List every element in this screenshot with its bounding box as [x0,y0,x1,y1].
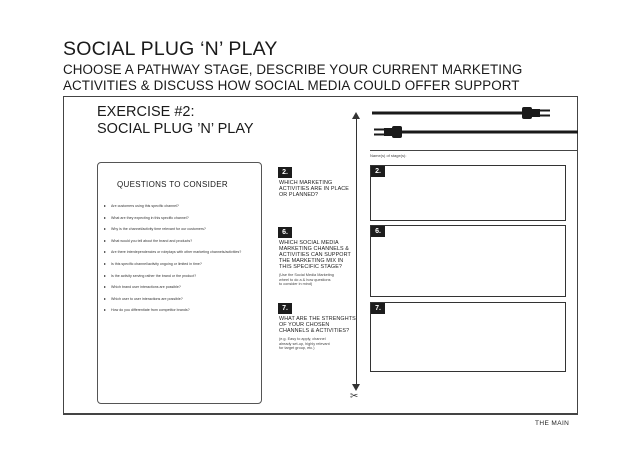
stage-6-question-line: WHICH SOCIAL MEDIA [279,240,339,246]
stage-7-number-badge: 7. [278,303,292,314]
subtitle-line-2: ACTIVITIES & DISCUSS HOW SOCIAL MEDIA COULD OFFER SUPPORT [63,78,520,93]
stage-2-question-line: WHICH MARKETING [279,180,333,186]
stage-7-question-line: CHANNELS & ACTIVITIES? [279,327,350,334]
cut-line-arrow-down-icon [352,384,360,391]
footer-rule [63,413,578,414]
questions-title: QUESTIONS TO CONSIDER [117,180,228,189]
scissors-icon: ✂ [350,391,359,402]
answer-box-6[interactable] [370,225,566,297]
stage-2-question-line: OR PLANNED? [279,191,319,198]
question-item: ▸ What would you tell about the brand and products? [104,239,260,251]
stage-7-question [279,317,356,335]
stage-2-question [279,181,349,199]
answer-box-2[interactable] [370,165,566,221]
stage-6-question [279,241,351,271]
page-subtitle [63,62,522,94]
cut-line [356,118,357,388]
stage-7-hint-line: already set-up, highly relevant [279,341,330,346]
power-plug-icon [372,104,578,144]
stage-name-underline [370,150,578,151]
exercise-title-line-2: SOCIAL PLUG ’N’ PLAY [97,121,254,137]
page-title: SOCIAL PLUG ‘N’ PLAY [63,38,278,60]
question-item: ▸ Is the activity serving rather the brand or the product? [104,274,260,286]
exercise-title [97,104,254,138]
exercise-title-line-1: EXERCISE #2: [97,104,195,120]
stage-7-hint [279,337,330,351]
stage-6-question-line: THE MARKETING MIX IN [279,257,344,264]
stage-7-question-line: OF YOUR CHOSEN [279,321,330,328]
stage-7-hint-line: (e.g. Easy to apply, channel [279,337,326,341]
answer-box-2-badge: 2. [371,166,385,177]
subtitle-line-1: CHOOSE A PATHWAY STAGE, DESCRIBE YOUR CURRENT MARKETING [63,62,523,77]
questions-list [104,204,260,320]
stage-2-number-badge: 2. [278,167,292,178]
answer-box-7[interactable] [370,302,566,372]
stage-6-hint-line: to consider in mind) [279,282,313,287]
stage-6-question-line: MARKETING CHANNELS & [279,245,349,252]
stage-6-number-badge: 6. [278,227,292,238]
stage-2-question-line: ACTIVITIES ARE IN PLACE [279,185,350,192]
stage-6-hint [279,273,334,287]
stage-name-label[interactable]: Name(s) of stage(s): [370,153,407,158]
stage-7-hint-line: for target group, etc.) [279,346,315,351]
answer-box-6-badge: 6. [371,226,385,237]
question-item: ▸ Are there interdependencies or roleplays with other marketing channels/activities? [104,250,260,262]
stage-6-question-line: ACTIVITIES CAN SUPPORT [279,251,351,258]
stage-6-hint-line: (Use the Social Media Marketing [279,273,334,277]
stage-6-hint-line: wheel to do a & how questions [279,277,331,282]
footer-label: THE MAIN [535,420,570,427]
question-item: ▸ Which brand user interactions are possible? [104,285,260,297]
stage-7-question-line: WHAT ARE THE STRENGHTS [279,316,356,322]
question-item: ▸ What are they expecting in this specific channel? [104,216,260,228]
stage-6-question-line: THIS SPECIFIC STAGE? [279,263,343,270]
question-item: ▸ How do you differentiate from competitor brands? [104,308,260,320]
question-item: ▸ Is this specific channel/activity ongoing or limited in time? [104,262,260,274]
question-item: ▸ Are customers using this specific channel? [104,204,260,216]
question-item: ▸ Which user to user interactions are possible? [104,297,260,309]
answer-box-7-badge: 7. [371,303,385,314]
question-item: ▸ Why is the channel/activity time relevant for our customers? [104,227,260,239]
